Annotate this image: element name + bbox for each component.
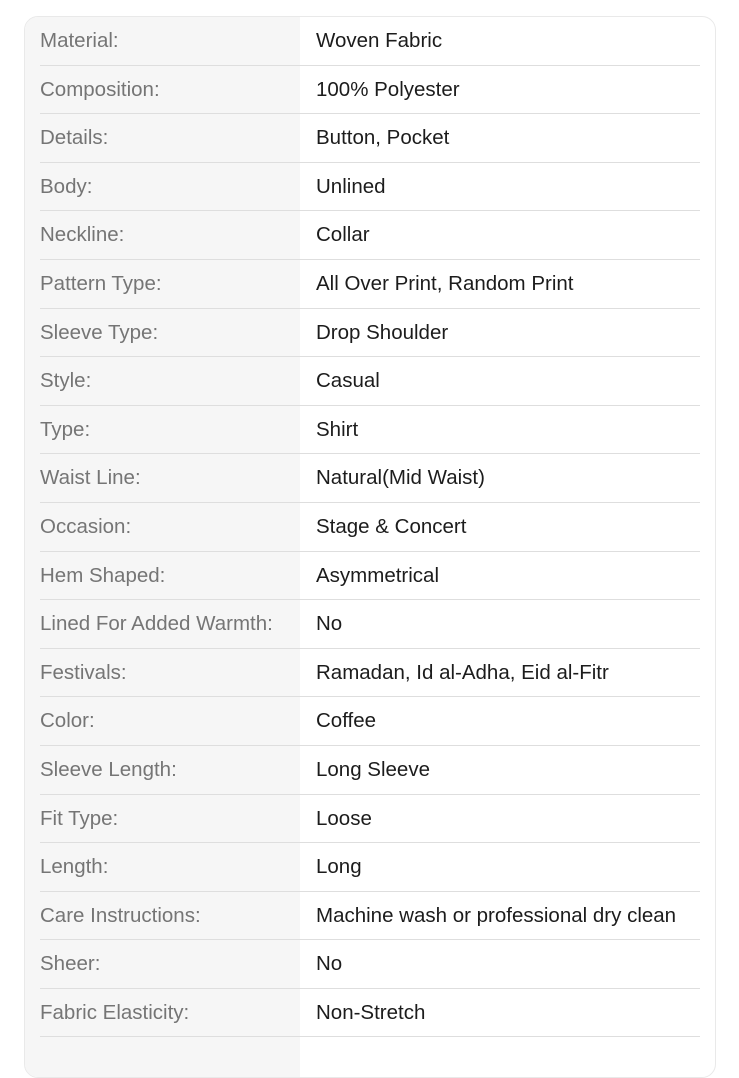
spec-label: Hem Shaped: [40,563,166,587]
spec-label: Body: [40,174,93,198]
spec-label: Sleeve Length: [40,757,177,781]
spec-row-type [40,406,700,455]
spec-value: Stage & Concert [316,514,467,538]
spec-label: Care Instructions: [40,903,201,927]
spec-label: Lined For Added Warmth: [40,612,273,636]
spec-row-material [40,17,700,66]
spec-value: Button, Pocket [316,126,450,150]
spec-value: All Over Print, Random Print [316,271,574,295]
spec-value: Coffee [316,709,377,733]
spec-label: Length: [40,855,109,879]
spec-label: Pattern Type: [40,271,162,295]
spec-row-occasion [40,503,700,552]
spec-row-sleeve-length [40,746,700,795]
spec-value: Drop Shoulder [316,320,449,344]
spec-label: Color: [40,709,95,733]
spec-row-style [40,357,700,406]
spec-row-body [40,163,700,212]
spec-label: Sheer: [40,952,101,976]
spec-row-festivals [40,649,700,698]
spec-value: Asymmetrical [316,563,440,587]
spec-label: Neckline: [40,223,125,247]
spec-label: Occasion: [40,514,132,538]
spec-value: Non-Stretch [316,1000,426,1024]
spec-value: Long [316,855,362,879]
spec-row-hem-shaped [40,552,700,601]
spec-label: Composition: [40,77,160,101]
spec-label: Type: [40,417,91,441]
spec-row-pattern-type [40,260,700,309]
spec-label: Details: [40,126,109,150]
spec-row-fit-type [40,795,700,844]
spec-label: Material: [40,29,119,52]
spec-label: Festivals: [40,660,127,684]
spec-label: Style: [40,369,92,393]
spec-row-sheer [40,940,700,989]
spec-label: Fit Type: [40,806,119,830]
spec-row-length [40,843,700,892]
spec-row-color [40,697,700,746]
spec-row-neckline [40,211,700,260]
spec-row-composition [40,66,700,115]
spec-value: Unlined [316,174,386,198]
spec-row-details [40,114,700,163]
spec-value: Natural(Mid Waist) [316,466,485,490]
spec-label: Sleeve Type: [40,320,159,344]
spec-value: Shirt [316,417,359,441]
spec-row-lined-for-added-warmth [40,600,700,649]
spec-value: Collar [316,223,370,247]
spec-row-fabric-elasticity [40,989,700,1038]
spec-value: Casual [316,369,380,393]
spec-value: Woven Fabric [316,29,443,52]
spec-value: Loose [316,806,372,830]
spec-value: 100% Polyester [316,77,460,101]
spec-row-sleeve-type [40,309,700,358]
spec-value: No [316,952,343,976]
spec-label: Fabric Elasticity: [40,1000,190,1024]
spec-label: Waist Line: [40,466,141,490]
spec-row-waist-line [40,454,700,503]
spec-row-care-instructions [40,892,700,941]
product-specs-card [24,16,716,1078]
spec-value: Machine wash or professional dry clean [316,903,677,927]
spec-value: Ramadan, Id al-Adha, Eid al-Fitr [316,660,609,684]
specs-table [40,17,700,1037]
spec-value: Long Sleeve [316,757,430,781]
spec-value: No [316,612,343,636]
